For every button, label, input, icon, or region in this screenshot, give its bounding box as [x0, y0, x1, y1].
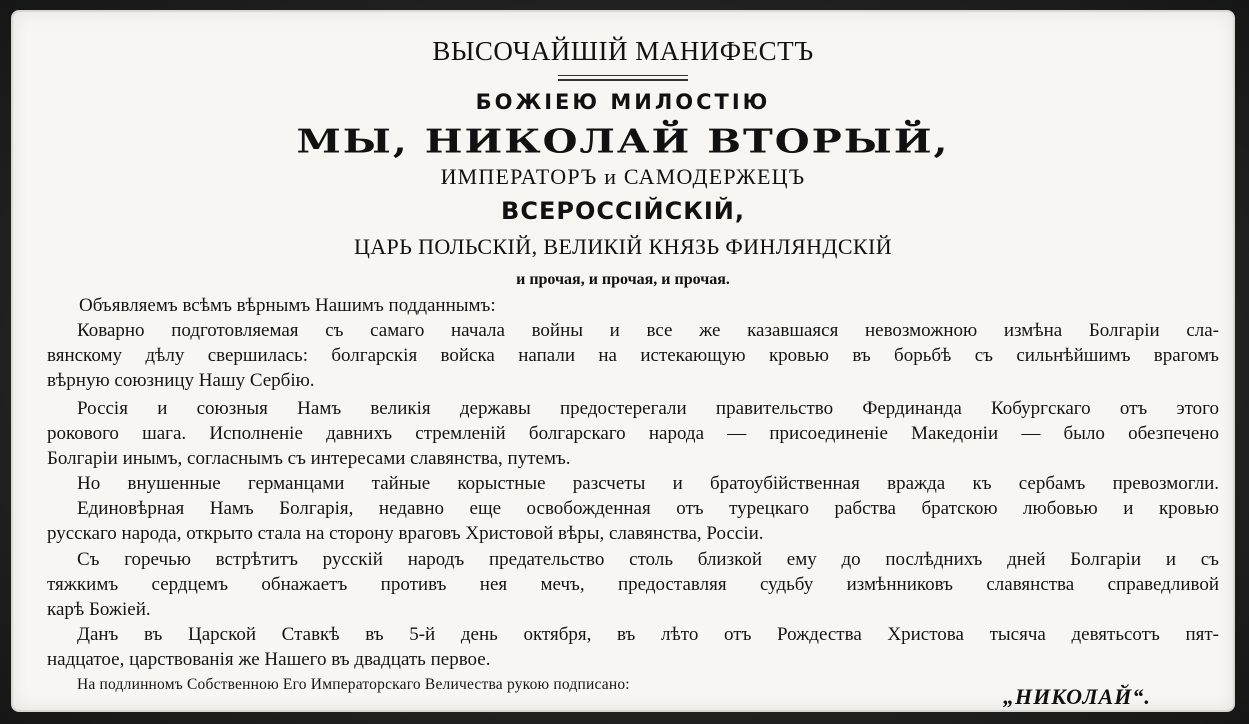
manifesto-document	[13, 12, 1233, 710]
emperor-title: ИМПЕРАТОРЪ и САМОДЕРЖЕЦЪ	[440, 164, 806, 189]
signature-note: На подлинномъ Собственною Его Императорскаго Величества рукою подписано:	[77, 676, 630, 693]
text-line: карѣ Божіей.	[47, 599, 151, 620]
text-line: вѣрную союзницу Нашу Сербію.	[47, 370, 315, 391]
text-line: надцатое, царствованія же Нашего въ двадцать первое.	[47, 649, 491, 670]
text-line: Объявляемъ всѣмъ вѣрнымъ Нашимъ подданнымъ:	[79, 295, 496, 316]
text-line: рокового шага. Исполненіе давнихъ стремленій болгарскаго народа — присоединеніе Македоніи — было обезпечено	[47, 423, 1219, 444]
manifesto-title: ВЫСОЧАЙШІЙ МАНИФЕСТЪ	[432, 36, 814, 66]
text-line: тяжкимъ сердцемъ обнажаетъ противъ нея мечъ, предоставляя судьбу измѣнниковъ славянства справедливой	[47, 574, 1219, 595]
text-line: вянскому дѣлу свершилась: болгарскія войска напали на истекающую кровью въ борьбѣ съ сильнѣйшимъ врагомъ	[47, 345, 1219, 366]
by-gods-grace: БОЖІЕЮ МИЛОСТІЮ	[475, 90, 771, 114]
manifesto-body	[13, 12, 1233, 710]
text-line: Единовѣрная Намъ Болгарія, недавно еще освобожденная отъ турецкаго рабства братскою любовью и кровью	[77, 498, 1219, 519]
text-line: Данъ въ Царской Ставкѣ въ 5-й день октября, въ лѣто отъ Рождества Христова тысяча девятьсотъ пят-	[77, 624, 1219, 645]
sovereign-name: МЫ, НИКОЛАЙ ВТОРЫЙ,	[296, 122, 950, 161]
text-line: русскаго народа, открыто стала на сторону враговъ Христовой вѣры, славянства, Россіи.	[47, 523, 764, 544]
text-line: Болгаріи инымъ, согласнымъ съ интересами славянства, путемъ.	[47, 448, 571, 469]
signature: „НИКОЛАЙ“.	[1003, 684, 1151, 709]
text-line: Россія и союзныя Намъ великія державы предостерегали правительство Фердинанда Кобургскаго отъ этого	[77, 398, 1219, 419]
all-russian-title: ВСЕРОССІЙСКІЙ,	[501, 197, 745, 225]
et-cetera: и прочая, и прочая, и прочая.	[516, 271, 730, 288]
text-line: Коварно подготовляемая съ самаго начала войны и все же казавшаяся невозможною измѣна Болгаріи сла-	[77, 320, 1219, 341]
text-line: Съ горечью встрѣтитъ русскій народъ предательство столь близкой ему до послѣднихъ дней Болгаріи и съ	[77, 549, 1219, 570]
tsar-title: ЦАРЬ ПОЛЬСКІЙ, ВЕЛИКІЙ КНЯЗЬ ФИНЛЯНДСКІЙ	[353, 234, 892, 259]
text-line: Но внушенные германцами тайные корыстные разсчеты и братоубійственная вражда къ сербамъ превозмогли.	[77, 473, 1219, 494]
